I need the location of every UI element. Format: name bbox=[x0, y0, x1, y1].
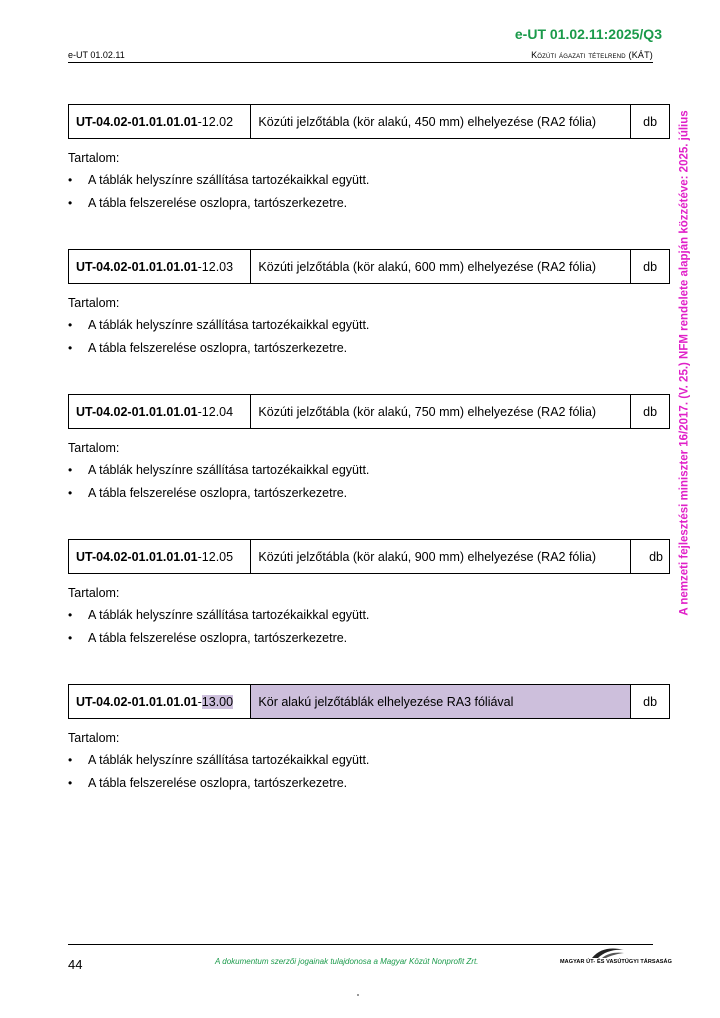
content-label: Tartalom: bbox=[68, 586, 120, 600]
item-block bbox=[68, 104, 670, 215]
list-item: • A táblák helyszínre szállítása tartozékaikkal együtt. bbox=[68, 749, 670, 772]
list-item: • A tábla felszerelése oszlopra, tartószerkezetre. bbox=[68, 337, 670, 360]
item-block bbox=[68, 394, 670, 505]
item-table bbox=[68, 539, 670, 574]
list-item: • A tábla felszerelése oszlopra, tartószerkezetre. bbox=[68, 482, 670, 505]
list-item: • A táblák helyszínre szállítása tartozékaikkal együtt. bbox=[68, 604, 670, 627]
item-code: UT-04.02-01.01.01.01 -12.02 bbox=[69, 105, 251, 138]
highlighted-code-suffix: 13.00 bbox=[201, 694, 234, 709]
item-description: Kör alakú jelzőtáblák elhelyezése RA3 fóliával bbox=[251, 685, 631, 718]
item-unit: db bbox=[643, 404, 658, 419]
item-description: Közúti jelzőtábla (kör alakú, 750 mm) elhelyezése (RA2 fólia) bbox=[251, 395, 631, 428]
list-item: • A táblák helyszínre szállítása tartozékaikkal együtt. bbox=[68, 314, 670, 337]
document-code: e-UT 01.02.11:2025/Q3 bbox=[514, 26, 662, 42]
header-right: Közúti ágazati tételrend (KÁT) bbox=[531, 50, 653, 60]
content-label: Tartalom: bbox=[68, 151, 120, 165]
list-item: • A táblák helyszínre szállítása tartozékaikkal együtt. bbox=[68, 169, 670, 192]
item-description: Közúti jelzőtábla (kör alakú, 600 mm) elhelyezése (RA2 fólia) bbox=[251, 250, 631, 283]
content-label: Tartalom: bbox=[68, 731, 120, 745]
item-unit: db bbox=[643, 114, 658, 129]
item-block bbox=[68, 539, 670, 650]
bullet-list bbox=[68, 604, 670, 650]
company-logo bbox=[560, 946, 672, 968]
content-label: Tartalom: bbox=[68, 296, 120, 310]
side-note bbox=[675, 95, 695, 630]
content-label: Tartalom: bbox=[68, 441, 120, 455]
item-code: UT-04.02-01.01.01.01 -12.03 bbox=[69, 250, 251, 283]
bullet-list bbox=[68, 314, 670, 360]
header-left: e-UT 01.02.11 bbox=[68, 50, 125, 60]
logo-text: MAGYAR ÚT- ÉS VASÚTÜGYI TÁRSASÁG bbox=[560, 959, 672, 965]
page-header bbox=[68, 50, 653, 63]
item-description: Közúti jelzőtábla (kör alakú, 900 mm) elhelyezése (RA2 fólia) bbox=[251, 540, 631, 573]
logo-swoosh-icon bbox=[590, 946, 626, 960]
list-item: • A tábla felszerelése oszlopra, tartószerkezetre. bbox=[68, 772, 670, 795]
scan-dot bbox=[357, 994, 359, 996]
bullet-list bbox=[68, 169, 670, 215]
bullet-list bbox=[68, 749, 670, 795]
item-unit: db bbox=[649, 549, 663, 564]
list-item: • A tábla felszerelése oszlopra, tartószerkezetre. bbox=[68, 192, 670, 215]
bullet-list bbox=[68, 459, 670, 505]
item-code: UT-04.02-01.01.01.01 - 13.00 bbox=[69, 685, 251, 718]
item-table bbox=[68, 249, 670, 284]
item-table bbox=[68, 394, 670, 429]
footer-copyright: A dokumentum szerzői jogainak tulajdonosa a Magyar Közút Nonprofit Zrt. bbox=[215, 957, 479, 966]
page-number: 44 bbox=[68, 957, 83, 972]
list-item: • A táblák helyszínre szállítása tartozékaikkal együtt. bbox=[68, 459, 670, 482]
item-table bbox=[68, 684, 670, 719]
item-unit: db bbox=[643, 694, 658, 709]
item-unit: db bbox=[643, 259, 658, 274]
item-description: Közúti jelzőtábla (kör alakú, 450 mm) elhelyezése (RA2 fólia) bbox=[251, 105, 631, 138]
footer-divider bbox=[68, 944, 653, 945]
side-note-text: A nemzeti fejlesztési miniszter 16/2017. (V. 25.) NFM rendelete alapján közzétéve: 2025. július bbox=[679, 109, 692, 616]
item-table bbox=[68, 104, 670, 139]
item-block bbox=[68, 249, 670, 360]
item-block bbox=[68, 684, 670, 795]
list-item: • A tábla felszerelése oszlopra, tartószerkezetre. bbox=[68, 627, 670, 650]
item-code: UT-04.02-01.01.01.01 -12.05 bbox=[69, 540, 251, 573]
item-code: UT-04.02-01.01.01.01 -12.04 bbox=[69, 395, 251, 428]
